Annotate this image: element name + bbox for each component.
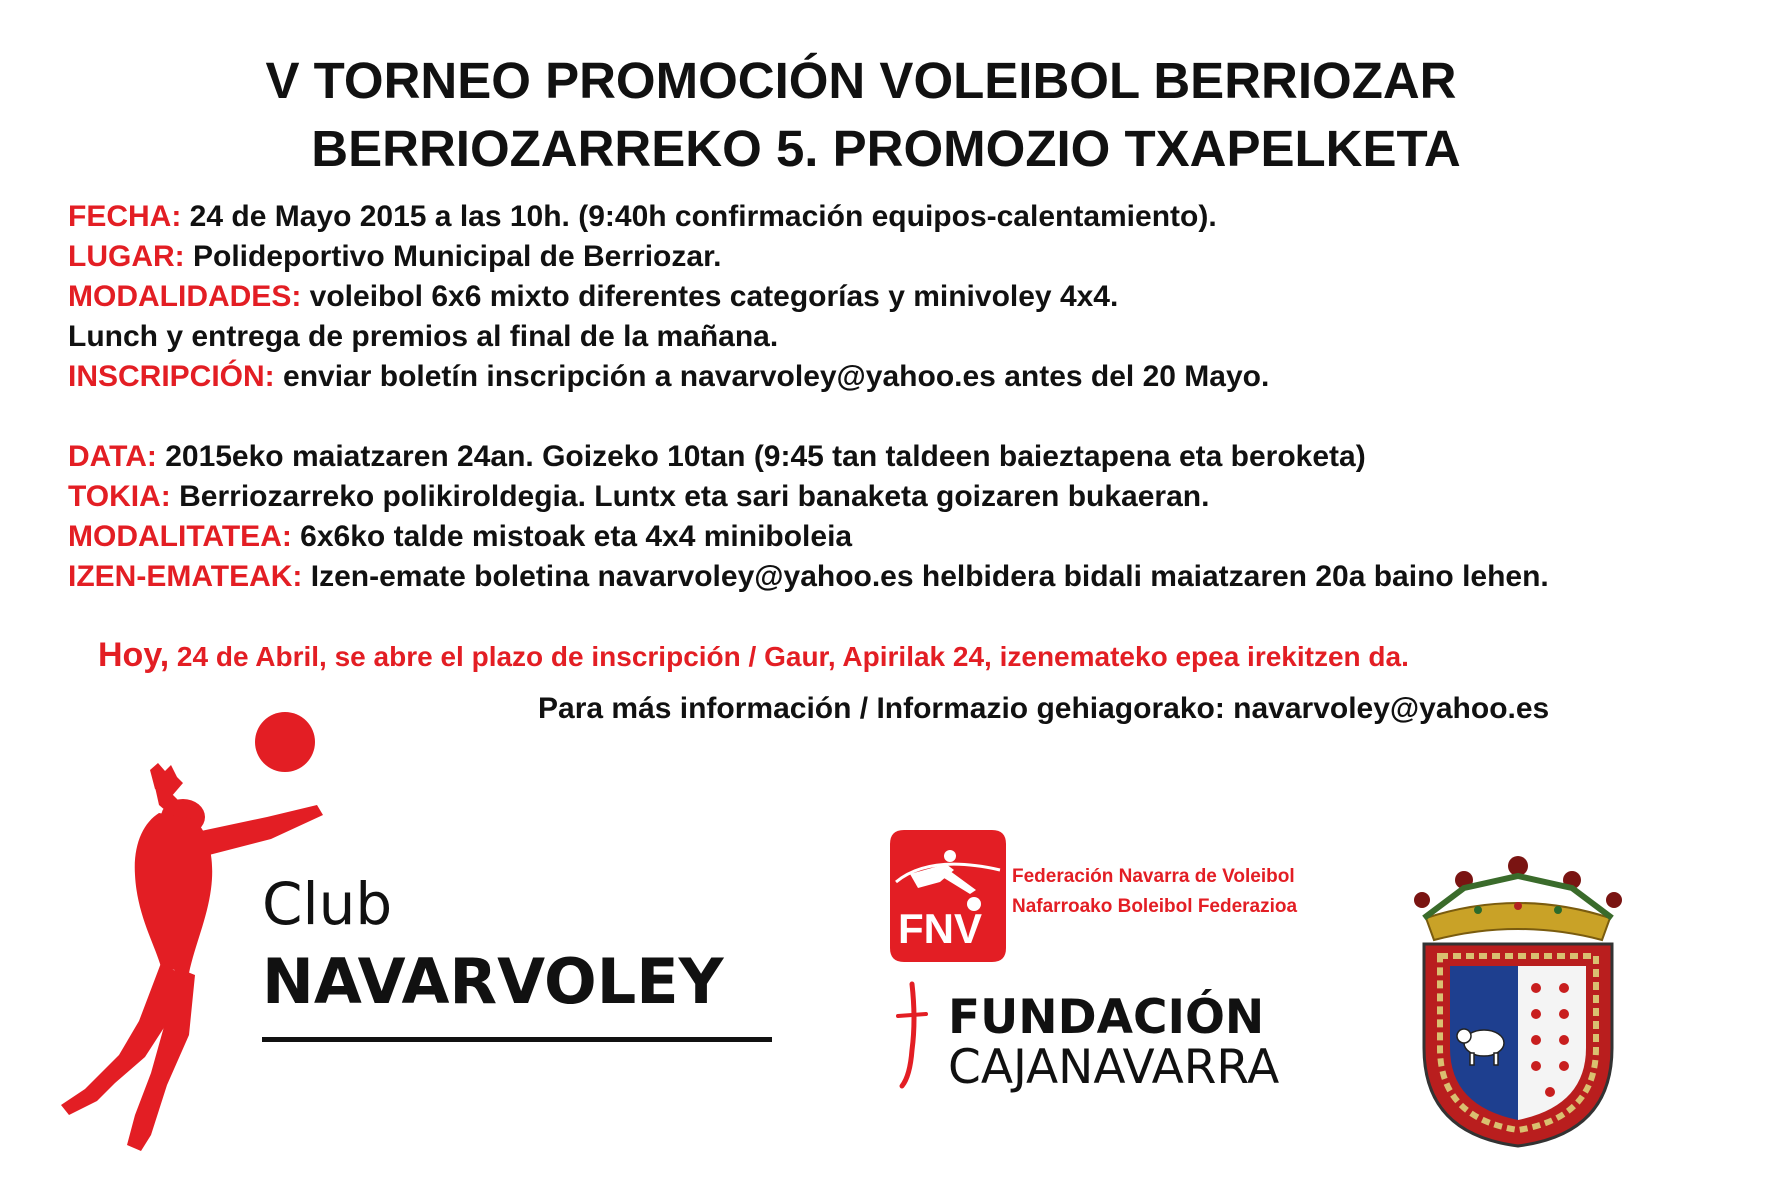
- info-label: TOKIA:: [68, 480, 171, 513]
- fnv-name-eu: Nafarroako Boleibol Federazioa: [1012, 896, 1298, 917]
- club-name-line2: NAVARVOLEY: [262, 945, 724, 1018]
- info-value: 24 de Mayo 2015 a las 10h. (9:40h confirmación equipos-calentamiento).: [181, 200, 1217, 233]
- cajanavarra-logo-icon: [890, 980, 930, 1090]
- info-row-lunch: [68, 318, 778, 356]
- club-name-line1: Club: [262, 870, 393, 938]
- info-row-tokia: [68, 478, 1209, 516]
- club-underline: [262, 1037, 772, 1042]
- fnv-name-es: Federación Navarra de Voleibol: [1012, 866, 1295, 887]
- info-value: Berriozarreko polikiroldegia. Luntx eta sari banaketa goizaren bukaeran.: [170, 480, 1210, 513]
- info-row-lugar: [68, 238, 721, 276]
- more-info-text: Para más información / Informazio gehiagorako: navarvoley@yahoo.es: [538, 692, 1550, 725]
- info-label: IZEN-EMATEAK:: [68, 560, 303, 593]
- fnv-abbrev: FNV: [898, 905, 982, 952]
- foundation-name-line1: FUNDACIÓN: [948, 990, 1265, 1045]
- info-row-inscripcion: [68, 358, 1269, 396]
- info-label: MODALITATEA:: [68, 520, 292, 553]
- announcement-lead: Hoy,: [98, 636, 170, 674]
- foundation-name-line2: CAJANAVARRA: [948, 1040, 1280, 1095]
- info-label: LUGAR:: [68, 240, 185, 273]
- announcement: [98, 636, 1409, 675]
- info-label: MODALIDADES:: [68, 280, 302, 313]
- info-value: Izen-emate boletina navarvoley@yahoo.es helbidera bidali maiatzaren 20a baino lehen.: [302, 560, 1549, 593]
- announcement-text: 24 de Abril, se abre el plazo de inscripción / Gaur, Apirilak 24, izenemateko epea irekitzen da.: [169, 641, 1409, 672]
- info-row-data: [68, 438, 1366, 476]
- info-value: enviar boletín inscripción a navarvoley@yahoo.es antes del 20 Mayo.: [274, 360, 1270, 393]
- info-row-modalidades: [68, 278, 1118, 316]
- info-value: 2015eko maiatzaren 24an. Goizeko 10tan (9:45 tan taldeen baieztapena eta beroketa): [156, 440, 1366, 473]
- info-value: Lunch y entrega de premios al final de la mañana.: [68, 320, 779, 353]
- title-line-2: BERRIOZARREKO 5. PROMOZIO TXAPELKETA: [311, 120, 1461, 177]
- info-value: 6x6ko talde mistoak eta 4x4 miniboleia: [291, 520, 853, 553]
- info-label: INSCRIPCIÓN:: [68, 360, 275, 393]
- info-row-modalitatea: [68, 518, 852, 556]
- info-value: voleibol 6x6 mixto diferentes categorías y minivoley 4x4.: [301, 280, 1119, 313]
- info-row-izen-emateak: [68, 558, 1549, 596]
- info-value: Polideportivo Municipal de Berriozar.: [184, 240, 722, 273]
- info-label: FECHA:: [68, 200, 182, 233]
- info-row-fecha: [68, 198, 1217, 236]
- title-line-1: V TORNEO PROMOCIÓN VOLEIBOL BERRIOZAR: [265, 52, 1457, 109]
- coat-of-arms-icon: [1404, 848, 1632, 1148]
- info-label: DATA:: [68, 440, 157, 473]
